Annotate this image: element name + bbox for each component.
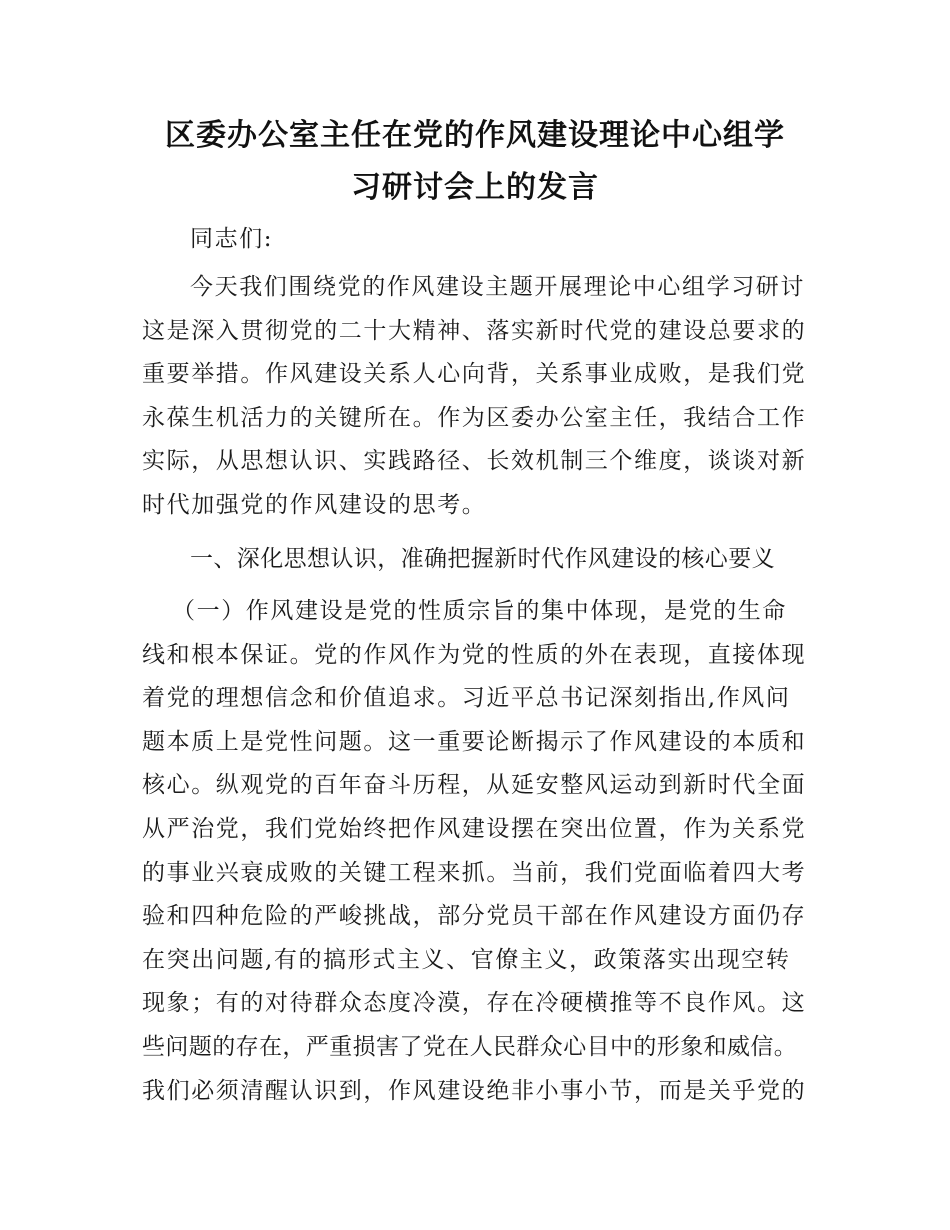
subsection-line: 现象；有的对待群众态度冷漠，存在冷硬横推等不良作风。这	[142, 990, 807, 1017]
intro-line: 实际，从思想认识、实践路径、长效机制三个维度，谈谈对新	[142, 448, 807, 475]
subsection-line: 核心。纵观党的百年奋斗历程，从延安整风运动到新时代全面	[142, 772, 807, 799]
title-line-2: 习研讨会上的发言	[351, 170, 599, 205]
subsection-line: 些问题的存在，严重损害了党在人民群众心目中的形象和威信。	[142, 1033, 798, 1060]
document-title	[60, 110, 890, 214]
intro-line: 重要举措。作风建设关系人心向背，关系事业成败，是我们党	[142, 361, 807, 388]
subsection-line: 从严治党，我们党始终把作风建设摆在突出位置，作为关系党	[142, 815, 807, 842]
intro-line: 这是深入贯彻党的二十大精神、落实新时代党的建设总要求的	[142, 317, 807, 344]
intro-line: 今天我们围绕党的作风建设主题开展理论中心组学习研讨	[190, 274, 805, 300]
subsection-line: 的事业兴衰成败的关键工程来抓。当前，我们党面临着四大考	[142, 859, 807, 886]
section-heading: 一、深化思想认识，准确把握新时代作风建设的核心要义	[190, 546, 775, 572]
subsection-line: 在突出问题,有的搞形式主义、官僚主义，政策落实出现空转	[142, 946, 791, 973]
intro-line: 时代加强党的作风建设的思考。	[142, 491, 487, 518]
subsection-line: （一）作风建设是党的性质宗旨的集中体现，是党的生命	[172, 598, 787, 624]
salutation-paragraph	[142, 218, 822, 262]
subsection-line: 我们必须清醒认识到，作风建设绝非小事小节，而是关乎党的	[142, 1077, 807, 1104]
subsection-paragraph	[142, 590, 822, 1113]
subsection-line: 着党的理想信念和价值追求。习近平总书记深刻指出,作风问	[142, 685, 791, 712]
subsection-line: 验和四种危险的严峻挑战，部分党员干部在作风建设方面仍存	[142, 903, 807, 930]
subsection-line: 线和根本保证。党的作风作为党的性质的外在表现，直接体现	[142, 641, 807, 668]
intro-paragraph	[142, 266, 822, 528]
section-heading-paragraph	[142, 538, 822, 582]
salutation: 同志们:	[190, 226, 274, 252]
subsection-line: 题本质上是党性问题。这一重要论断揭示了作风建设的本质和	[142, 728, 807, 755]
title-line-1: 区委办公室主任在党的作风建设理论中心组学	[165, 118, 785, 153]
intro-line: 永葆生机活力的关键所在。作为区委办公室主任，我结合工作	[142, 404, 807, 431]
